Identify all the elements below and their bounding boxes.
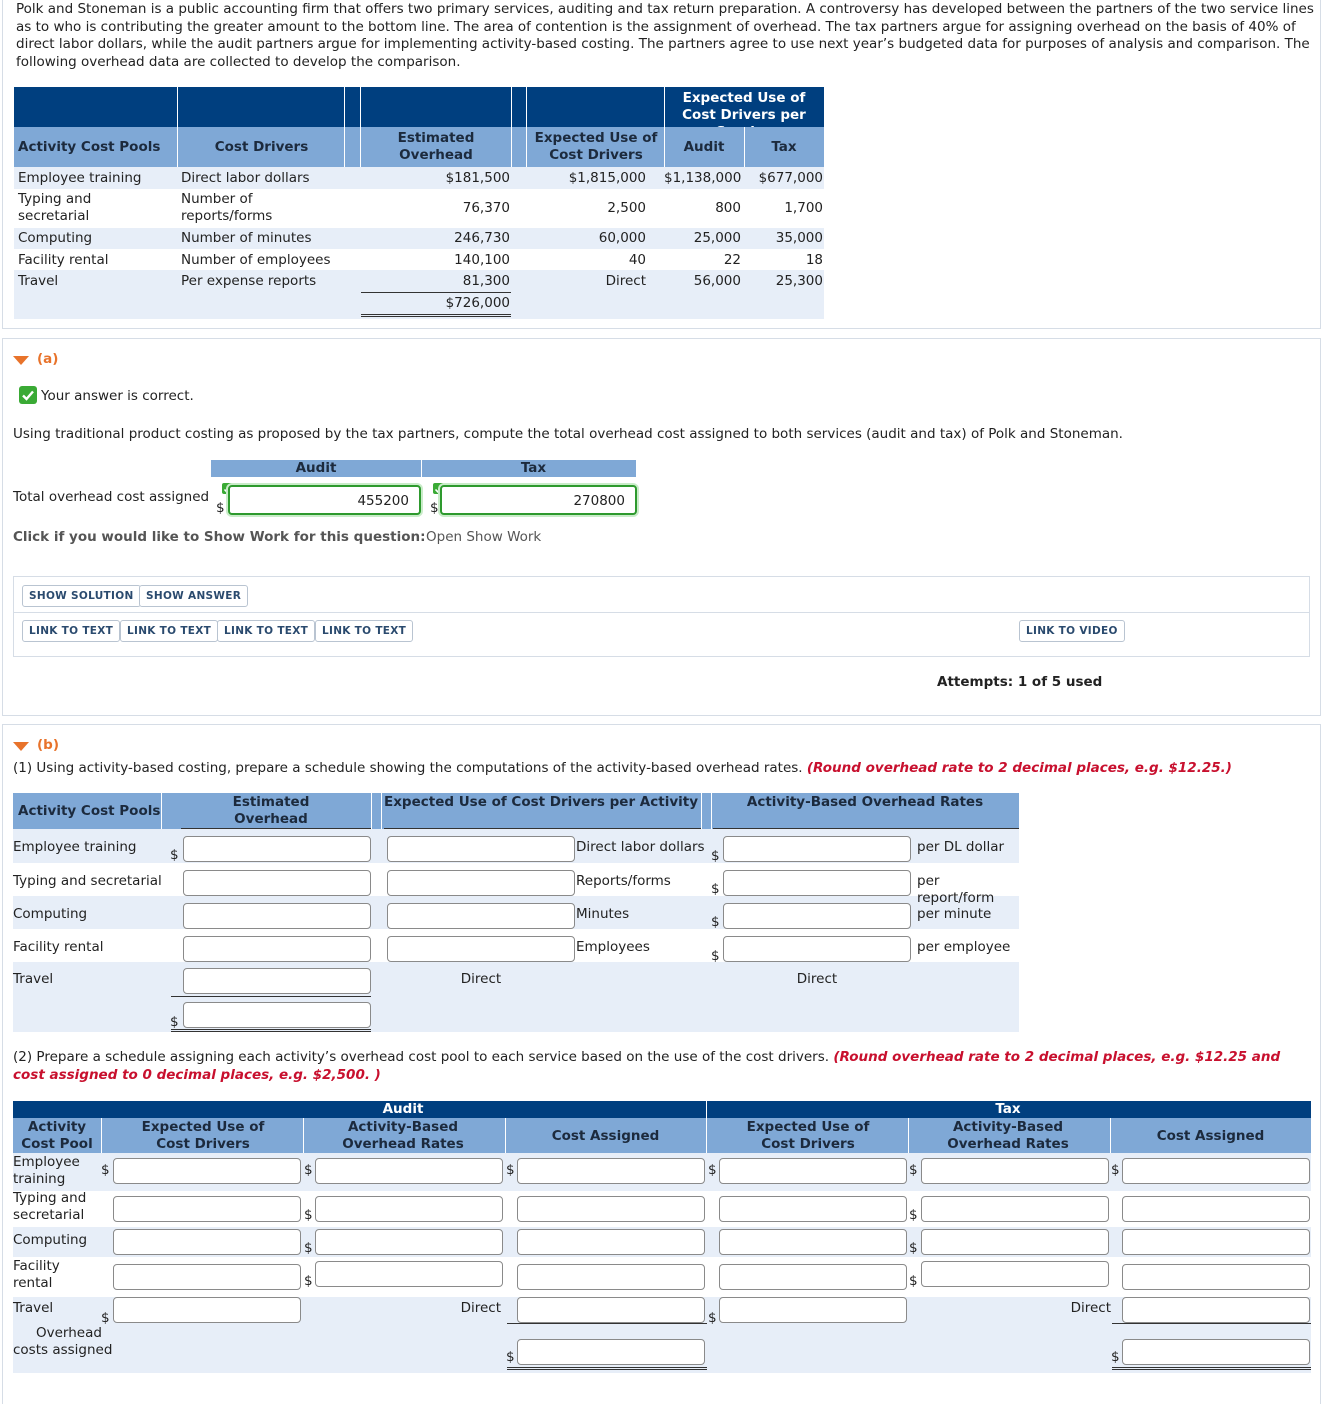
dollar-sign: $ [170,1014,179,1030]
row-audit: $1,138,000 [664,170,742,186]
row-expected: 40 [628,252,646,268]
row-expected: Direct [605,273,646,289]
t1-rate-unit: per minute [917,906,992,922]
collapse-triangle-icon[interactable] [13,742,29,751]
part-a-label: (a) [37,351,59,367]
tax-driver-input[interactable] [719,1297,907,1323]
rate-input[interactable] [723,870,911,896]
audit-rate-input[interactable] [315,1196,503,1222]
link-to-text-button[interactable]: LINK TO TEXT [120,620,218,642]
rates-table [13,793,1019,1033]
audit-driver-input[interactable] [113,1158,301,1184]
rate-input[interactable] [723,836,911,862]
driver-input[interactable] [387,836,575,862]
tax-cost-input[interactable] [1122,1264,1310,1290]
header-overhead: Estimated Overhead [397,130,475,163]
tax-rate-input[interactable] [921,1158,1109,1184]
dollar-sign: $ [711,881,720,897]
t2-header-tax: Tax [995,1101,1021,1117]
header-pools: Activity Cost Pools [18,139,161,155]
row-tax: 25,300 [775,273,823,289]
overhead-input[interactable] [183,936,371,962]
audit-overhead-input[interactable]: 455200 [228,485,421,515]
audit-cost-input[interactable] [517,1264,705,1290]
link-to-text-button[interactable]: LINK TO TEXT [217,620,315,642]
q1-note: (Round overhead rate to 2 decimal places, e.g. $12.25.) [806,760,1232,776]
audit-rate-input[interactable] [315,1229,503,1255]
t2-pool: Employee training [13,1154,80,1187]
row-pool: Travel [18,273,59,289]
t1-pool: Facility rental [13,939,104,955]
show-work-label: Click if you would like to Show Work for this question: [13,529,426,545]
part-b-q1 [13,760,1232,776]
row-driver: Number of employees [181,252,331,268]
row-driver: Number of minutes [181,230,312,246]
part-a-panel [2,338,1321,716]
total-overhead: $726,000 [445,295,510,311]
tax-driver-input[interactable] [719,1264,907,1290]
row-audit: 800 [715,200,741,216]
row-expected: 60,000 [598,230,646,246]
tax-rate-input[interactable] [921,1196,1109,1222]
part-b-q2 [13,1049,1303,1084]
t2-header-expected: Expected Use of Cost Drivers [746,1119,870,1152]
t2-header-cost: Cost Assigned [551,1128,660,1144]
audit-cost-input[interactable] [517,1297,705,1323]
t1-pool: Travel [13,971,54,987]
row-driver: Per expense reports [181,273,317,289]
driver-input[interactable] [387,903,575,929]
t2-direct: Direct [460,1300,501,1316]
t1-header-rates: Activity-Based Overhead Rates [746,794,984,810]
t2-direct: Direct [1070,1300,1111,1316]
part-b-panel [2,724,1321,1404]
header-drivers: Cost Drivers [214,139,309,155]
tax-cost-input[interactable] [1122,1297,1310,1323]
driver-input[interactable] [387,870,575,896]
tax-cost-input[interactable] [1122,1158,1310,1184]
t1-rate-unit: Direct [796,971,838,987]
q2-text: (2) Prepare a schedule assigning each activity’s overhead cost pool to each service based on the use of the cost drivers. [13,1049,830,1065]
audit-cost-input[interactable] [517,1196,705,1222]
overhead-data-table [14,87,824,319]
row-expected: 2,500 [607,200,646,216]
t1-unit: Minutes [576,906,630,922]
t2-header-cost: Cost Assigned [1156,1128,1265,1144]
check-icon [19,386,37,404]
row-tax: 18 [805,252,823,268]
t2-header-pool: Activity Cost Pool [21,1119,93,1152]
t2-pool: Typing and secretarial [13,1190,87,1223]
t2-header-audit: Audit [382,1101,424,1117]
dollar-sign: $ [430,500,439,516]
row-tax: $677,000 [758,170,823,186]
show-answer-button[interactable]: SHOW ANSWER [139,585,248,607]
row-pool: Computing [18,230,93,246]
dollar-sign: $ [711,914,720,930]
audit-driver-input[interactable] [113,1196,301,1222]
t1-pool: Computing [13,906,88,922]
audit-rate-input[interactable] [315,1158,503,1184]
t1-pool: Typing and secretarial [13,873,162,889]
driver-input[interactable] [387,936,575,962]
dollar-sign: $ [711,948,720,964]
correct-message: Your answer is correct. [41,388,194,404]
t1-unit: Reports/forms [576,873,671,889]
t1-pool: Employee training [13,839,137,855]
part-b-label: (b) [37,737,60,753]
audit-cost-input[interactable] [517,1229,705,1255]
tax-driver-input[interactable] [719,1229,907,1255]
t1-unit: Direct [460,971,502,987]
overhead-input[interactable] [183,968,371,994]
dollar-sign: $ [216,500,225,516]
dollar-sign: $ [711,848,720,864]
header-expected: Expected Use of Cost Drivers [534,130,658,163]
t2-header-expected: Expected Use of Cost Drivers [141,1119,265,1152]
audit-driver-input[interactable] [113,1297,301,1323]
link-to-video-button[interactable]: LINK TO VIDEO [1019,620,1125,642]
assignment-table: Audit Tax Activity Cost Pool Expected Use of Cost Drivers Activity-Based Overhead Rates Cost Assigned Expected Use of Cost Drivers Activity-Based Overhead Rates Cost Assigned Employee training Typing and secretarial Computing Facility rental Travel Overhead costs assigned $ $ $ $ $ $ $ $ $ $ $ $ $ Direct $ Direct $ $ [13,1101,1311,1381]
overhead-input[interactable] [183,870,371,896]
total-overhead-label: Total overhead cost assigned [13,489,210,505]
t2-pool: Computing [13,1232,88,1248]
row-audit: 56,000 [693,273,741,289]
overhead-total-input[interactable] [183,1002,371,1028]
tax-overhead-input[interactable]: 270800 [440,485,637,515]
attempts-counter: Attempts: 1 of 5 used [937,674,1103,690]
tax-driver-input[interactable] [719,1158,907,1184]
q2-note: (Round overhead rate to 2 decimal places, e.g. $12.25 and cost assigned to 0 decimal places, e.g. $2,500. ) [13,1049,1281,1083]
col-tax: Tax [520,460,547,476]
row-pool: Typing and secretarial [18,191,92,224]
tax-cost-input[interactable] [1122,1229,1310,1255]
row-pool: Employee training [18,170,142,186]
show-solution-button[interactable]: SHOW SOLUTION [22,585,141,607]
t2-pool: Facility rental [13,1258,60,1291]
rate-input[interactable] [723,936,911,962]
rate-input[interactable] [723,903,911,929]
tax-driver-input[interactable] [719,1196,907,1222]
t1-header-pools: Activity Cost Pools [18,803,161,819]
row-expected: $1,815,000 [568,170,646,186]
t1-header-expected: Expected Use of Cost Drivers per Activity [383,794,699,810]
row-overhead: 246,730 [454,230,510,246]
audit-total-input[interactable] [517,1339,705,1365]
t2-total-label: Overhead costs assigned [13,1325,113,1358]
audit-cost-input[interactable] [517,1158,705,1184]
header-audit: Audit [683,139,725,155]
row-driver: Direct labor dollars [181,170,310,186]
t1-header-overhead: Estimated Overhead [232,794,310,827]
row-pool: Facility rental [18,252,109,268]
row-tax: 1,700 [784,200,823,216]
row-overhead: $181,500 [445,170,510,186]
group-header: Expected Use of Cost Drivers per [682,90,806,123]
tax-total-input[interactable] [1122,1339,1310,1365]
row-audit: 25,000 [693,230,741,246]
col-audit: Audit [295,460,337,476]
intro-text: Polk and Stoneman is a public accounting firm that offers two primary services, auditing and tax return preparation. A controversy has developed between the partners of the two service lines as to who is contributing the greater amount to the bottom line. The area of contention is the assignment of overhead. The tax partners argue for assigning overhead on the basis of 40% of direct labor dollars, while the audit partners argue for implementing activity-based costing. The partners agree to use next year’s budgeted data for purposes of analysis and comparison. The following overhead data are collected to develop the comparison. [16,1,1314,70]
audit-rate-input[interactable] [315,1261,503,1287]
tax-rate-input[interactable] [921,1229,1109,1255]
row-audit: 22 [723,252,741,268]
t1-rate-unit: per employee [917,939,1011,955]
row-overhead: 76,370 [462,200,510,216]
t2-header-rates: Activity-Based Overhead Rates [342,1119,464,1152]
row-tax: 35,000 [775,230,823,246]
t1-unit: Direct labor dollars [576,839,705,855]
link-to-text-button[interactable]: LINK TO TEXT [22,620,120,642]
t2-pool: Travel [13,1300,54,1316]
collapse-triangle-icon[interactable] [13,356,29,365]
tax-cost-input[interactable] [1122,1196,1310,1222]
header-tax: Tax [771,139,797,155]
t2-header-rates: Activity-Based Overhead Rates [947,1119,1069,1152]
t1-unit: Employees [576,939,650,955]
audit-driver-input[interactable] [113,1229,301,1255]
t1-rate-unit: per report/form [917,873,995,906]
row-overhead: 140,100 [454,252,510,268]
tax-rate-input[interactable] [921,1261,1109,1287]
part-a-question: Using traditional product costing as proposed by the tax partners, compute the total overhead cost assigned to both services (audit and tax) of Polk and Stoneman. [13,426,1123,442]
link-to-text-button[interactable]: LINK TO TEXT [315,620,413,642]
open-show-work-link[interactable]: Open Show Work [426,529,542,545]
overhead-input[interactable] [183,836,371,862]
row-overhead: 81,300 [462,273,510,289]
q1-text: (1) Using activity-based costing, prepare a schedule showing the computations of the activity-based overhead rates. [13,760,803,776]
audit-driver-input[interactable] [113,1264,301,1290]
row-driver: Number of reports/forms [181,191,273,224]
dollar-sign: $ [170,847,179,863]
t1-rate-unit: per DL dollar [917,839,1005,855]
problem-panel [2,0,1321,329]
overhead-input[interactable] [183,903,371,929]
